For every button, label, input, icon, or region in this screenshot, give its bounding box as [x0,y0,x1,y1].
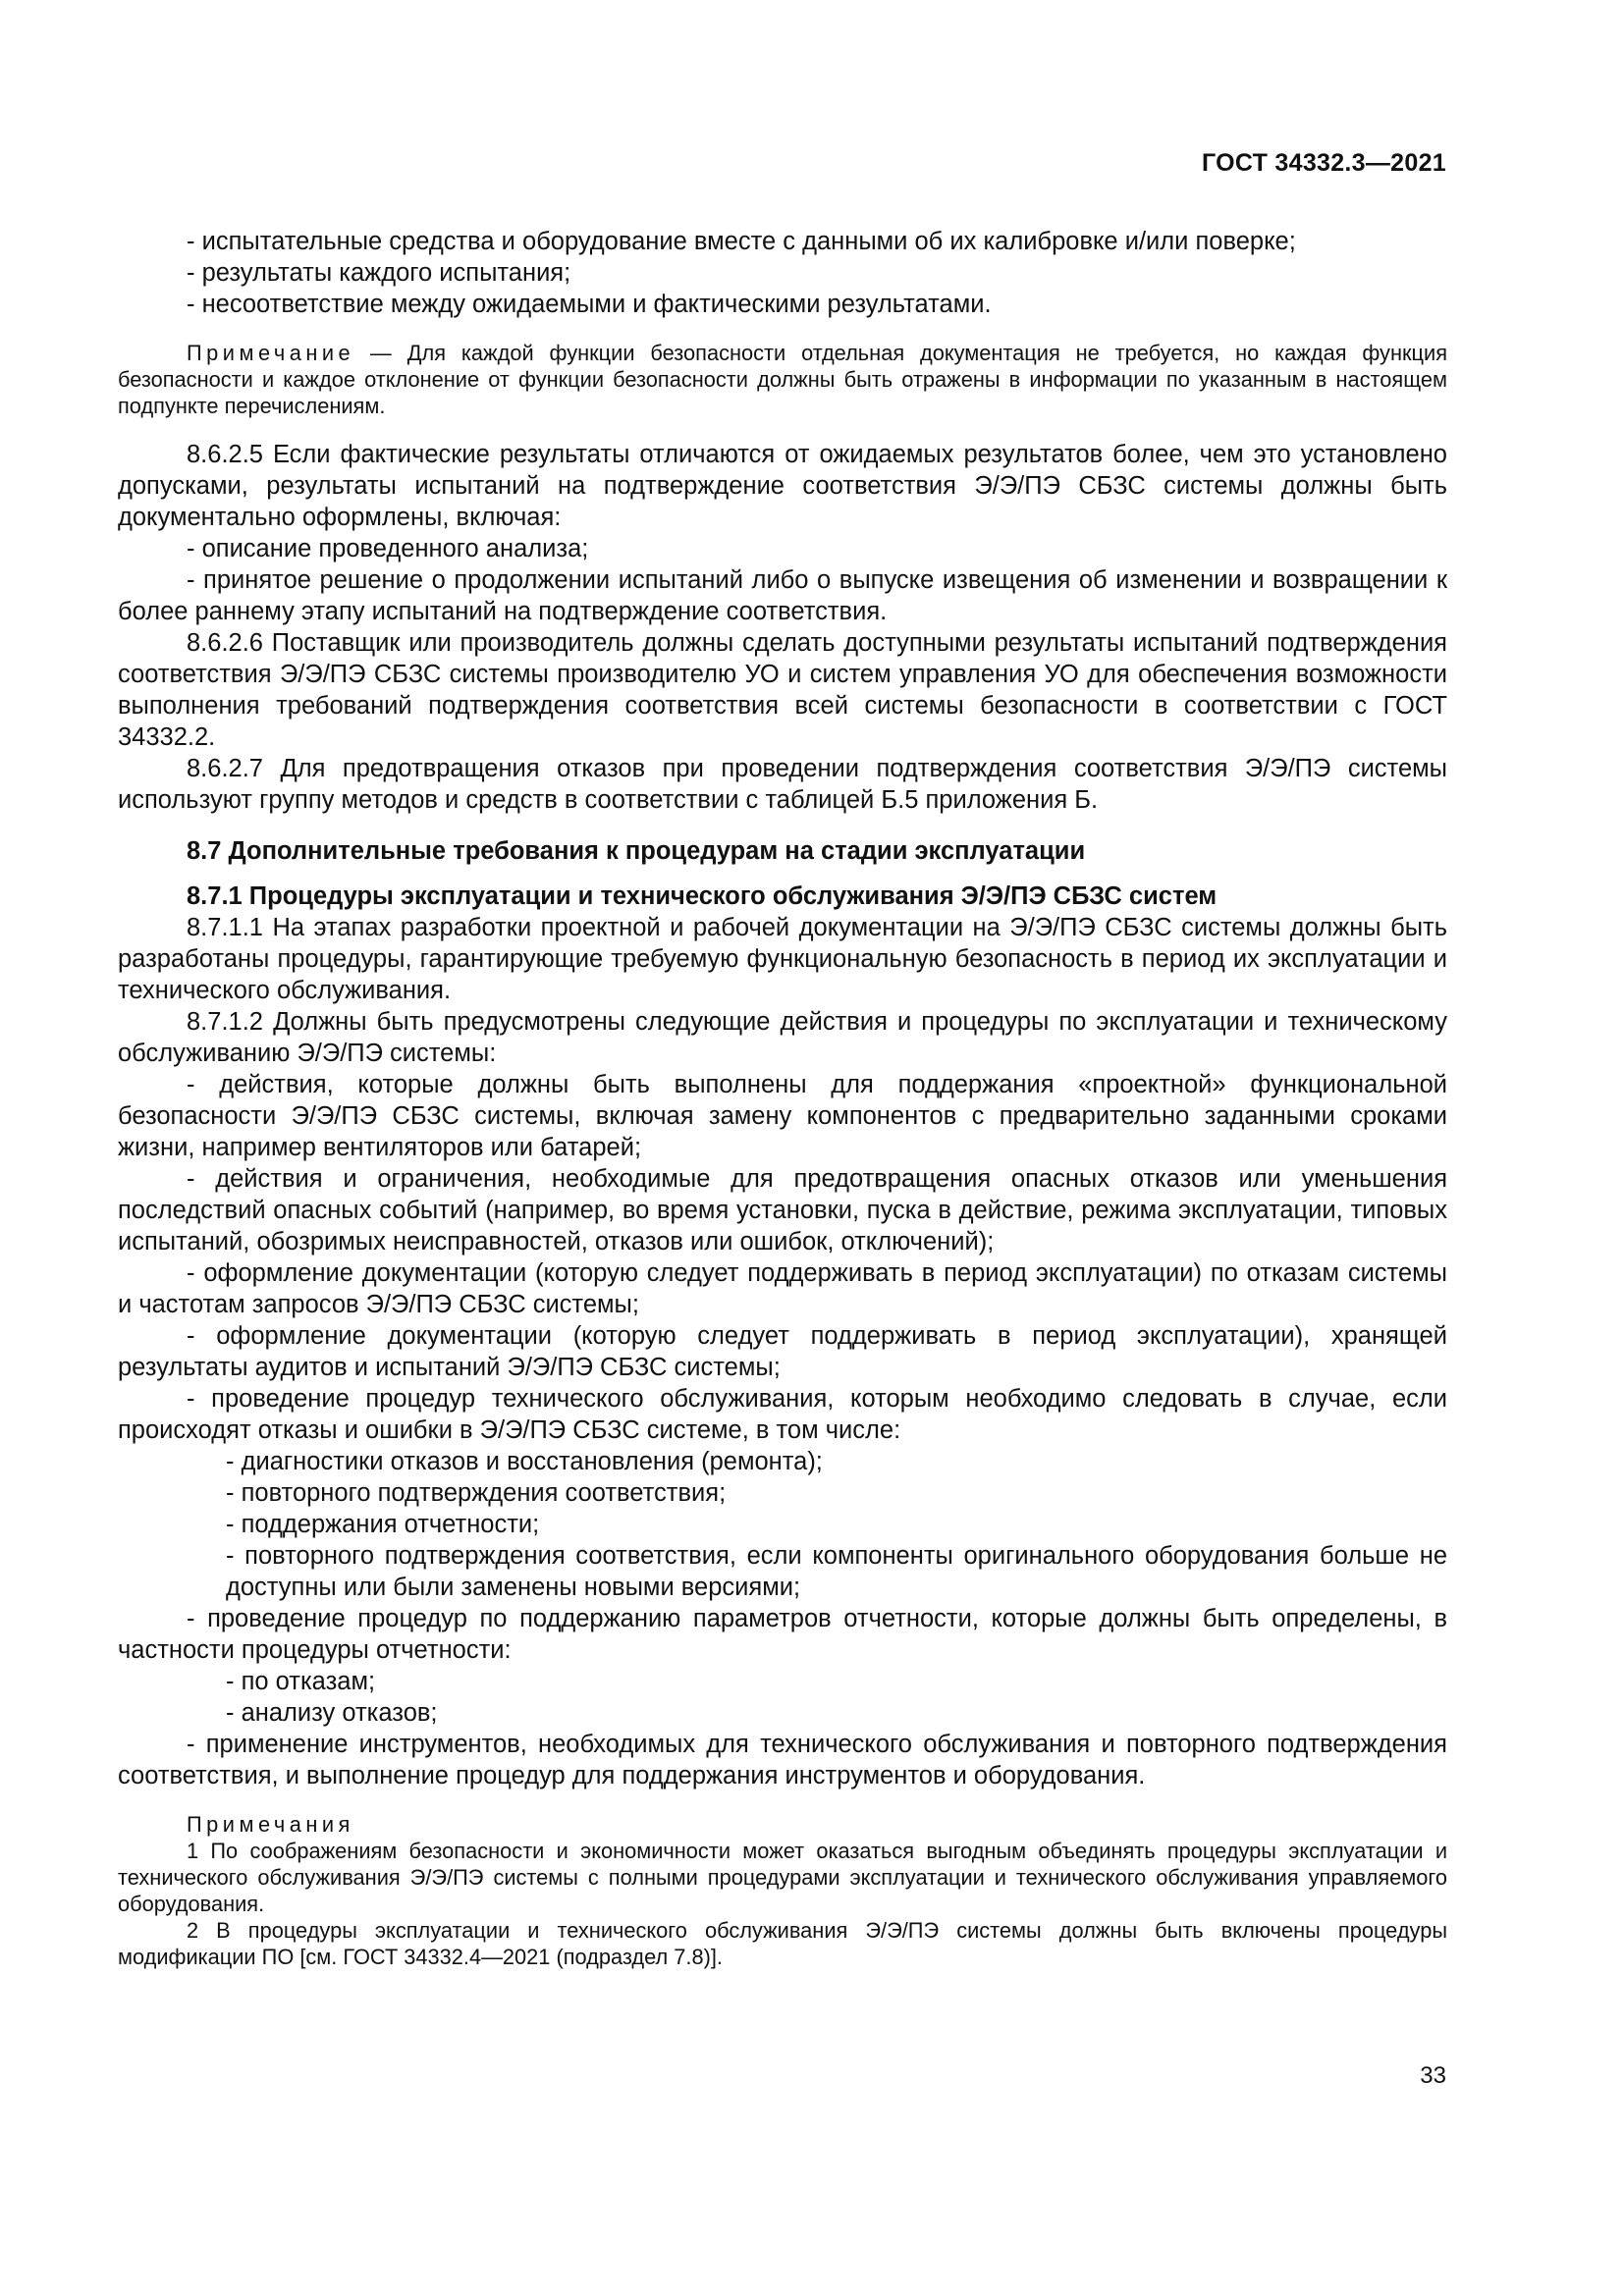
list-item: - испытательные средства и оборудование вместе с данными об их калибровке и/или поверке; [187,228,1296,255]
note-text: — Для каждой функции безопасности отдельная документация не требуется, но каждая функция безопасности и каждое отклонение от функции безопасности должны быть отражены в информации по указанным в настоящем подпункте перечислениям. [118,341,1447,418]
section-heading-8-7: 8.7 Дополнительные требования к процедурам на стадии эксплуатации [187,837,1086,865]
note-label: Примечание [187,341,355,365]
sub-list-item: - диагностики отказов и восстановления (ремонта); [226,1448,823,1475]
paragraph-8-6-2-7: 8.6.2.7 Для предотвращения отказов при проведении подтверждения соответствия Э/Э/ПЭ системы используют группу методов и средств в соответствии с таблицей Б.5 приложения Б. [118,755,1447,814]
list-item: - применение инструментов, необходимых для технического обслуживания и повторного подтверждения соответствия, и выполнение процедур для поддержания инструментов и оборудования. [118,1731,1447,1789]
note-item-1: 1 По соображениям безопасности и экономичности может оказаться выгодным объединять процедуры эксплуатации и технического обслуживания Э/Э/ПЭ системы с полными процедурами эксплуатации и технического обслуживания управляемого оборудования. [118,1839,1447,1916]
note-item-2: 2 В процедуры эксплуатации и технического обслуживания Э/Э/ПЭ системы должны быть включены процедуры модификации ПО [см. ГОСТ 34332.4—2021 (подраздел 7.8)]. [118,1918,1447,1969]
sub-list-item: - поддержания отчетности; [226,1511,540,1538]
list-item: - оформление документации (которую следует поддерживать в период эксплуатации) по отказам системы и частотам запросов Э/Э/ПЭ СБЗС системы; [118,1259,1447,1318]
list-item: - принятое решение о продолжении испытаний либо о выпуске извещения об изменении и возвращении к более раннему этапу испытаний на подтверждение соответствия. [118,566,1447,625]
sub-list-item: - по отказам; [226,1668,376,1695]
list-item: - описание проведенного анализа; [187,535,589,562]
list-item: - действия и ограничения, необходимые для предотвращения опасных отказов или уменьшения последствий опасных событий (например, во время установки, пуска в действие, режима эксплуатации, типовых испытаний, обозримых неисправностей, отказов или ошибок, отключений); [118,1165,1447,1255]
document-header: ГОСТ 34332.3—2021 [1201,149,1446,177]
sub-list-item: - повторного подтверждения соответствия, если компоненты оригинального оборудования больше не доступны или были заменены новыми версиями; [226,1542,1447,1601]
notes-label [118,1811,1447,1838]
list-item: - проведение процедур по поддержанию параметров отчетности, которые должны быть определены, в частности процедуры отчетности: [118,1605,1447,1664]
list-item: - проведение процедур технического обслуживания, которым необходимо следовать в случае, если происходят отказы и ошибки в Э/Э/ПЭ СБЗС системе, в том числе: [118,1385,1447,1444]
list-item: - действия, которые должны быть выполнены для поддержания «проектной» функциональной безопасности Э/Э/ПЭ СБЗС системы, включая замену компонентов с предварительно заданными сроками жизни, например вентиляторов или батарей; [118,1071,1447,1161]
paragraph-8-7-1-1: 8.7.1.1 На этапах разработки проектной и рабочей документации на Э/Э/ПЭ СБЗС системы должны быть разработаны процедуры, гарантирующие требуемую функциональную безопасность в период их эксплуатации и технического обслуживания. [118,914,1447,1004]
note-paragraph [118,340,1447,419]
page-content [118,226,1447,1970]
paragraph-8-7-1-2: 8.7.1.2 Должны быть предусмотрены следующие действия и процедуры по эксплуатации и техническому обслуживанию Э/Э/ПЭ системы: [118,1008,1447,1067]
notes-label-text: Примечания [187,1812,354,1837]
page-number: 33 [1420,2062,1446,2089]
paragraph-8-6-2-5: 8.6.2.5 Если фактические результаты отличаются от ожидаемых результатов более, чем это установлено допусками, результаты испытаний на подтверждение соответствия Э/Э/ПЭ СБЗС системы должны быть документально оформлены, включая: [118,441,1447,531]
list-item: - результаты каждого испытания; [187,259,571,287]
paragraph-8-6-2-6: 8.6.2.6 Поставщик или производитель должны сделать доступными результаты испытаний подтверждения соответствия Э/Э/ПЭ СБЗС системы производителю УО и систем управления УО для обеспечения возможности выполнения требований подтверждения соответствия всей системы безопасности в соответствии с ГОСТ 34332.2. [118,629,1447,751]
sub-list-item: - повторного подтверждения соответствия; [226,1479,727,1507]
list-item: - оформление документации (которую следует поддерживать в период эксплуатации), хранящей результаты аудитов и испытаний Э/Э/ПЭ СБЗС системы; [118,1322,1447,1381]
list-item: - несоответствие между ожидаемыми и фактическими результатами. [187,291,992,318]
sub-list-item: - анализу отказов; [226,1699,438,1727]
section-heading-8-7-1: 8.7.1 Процедуры эксплуатации и технического обслуживания Э/Э/ПЭ СБЗС систем [187,882,1218,910]
